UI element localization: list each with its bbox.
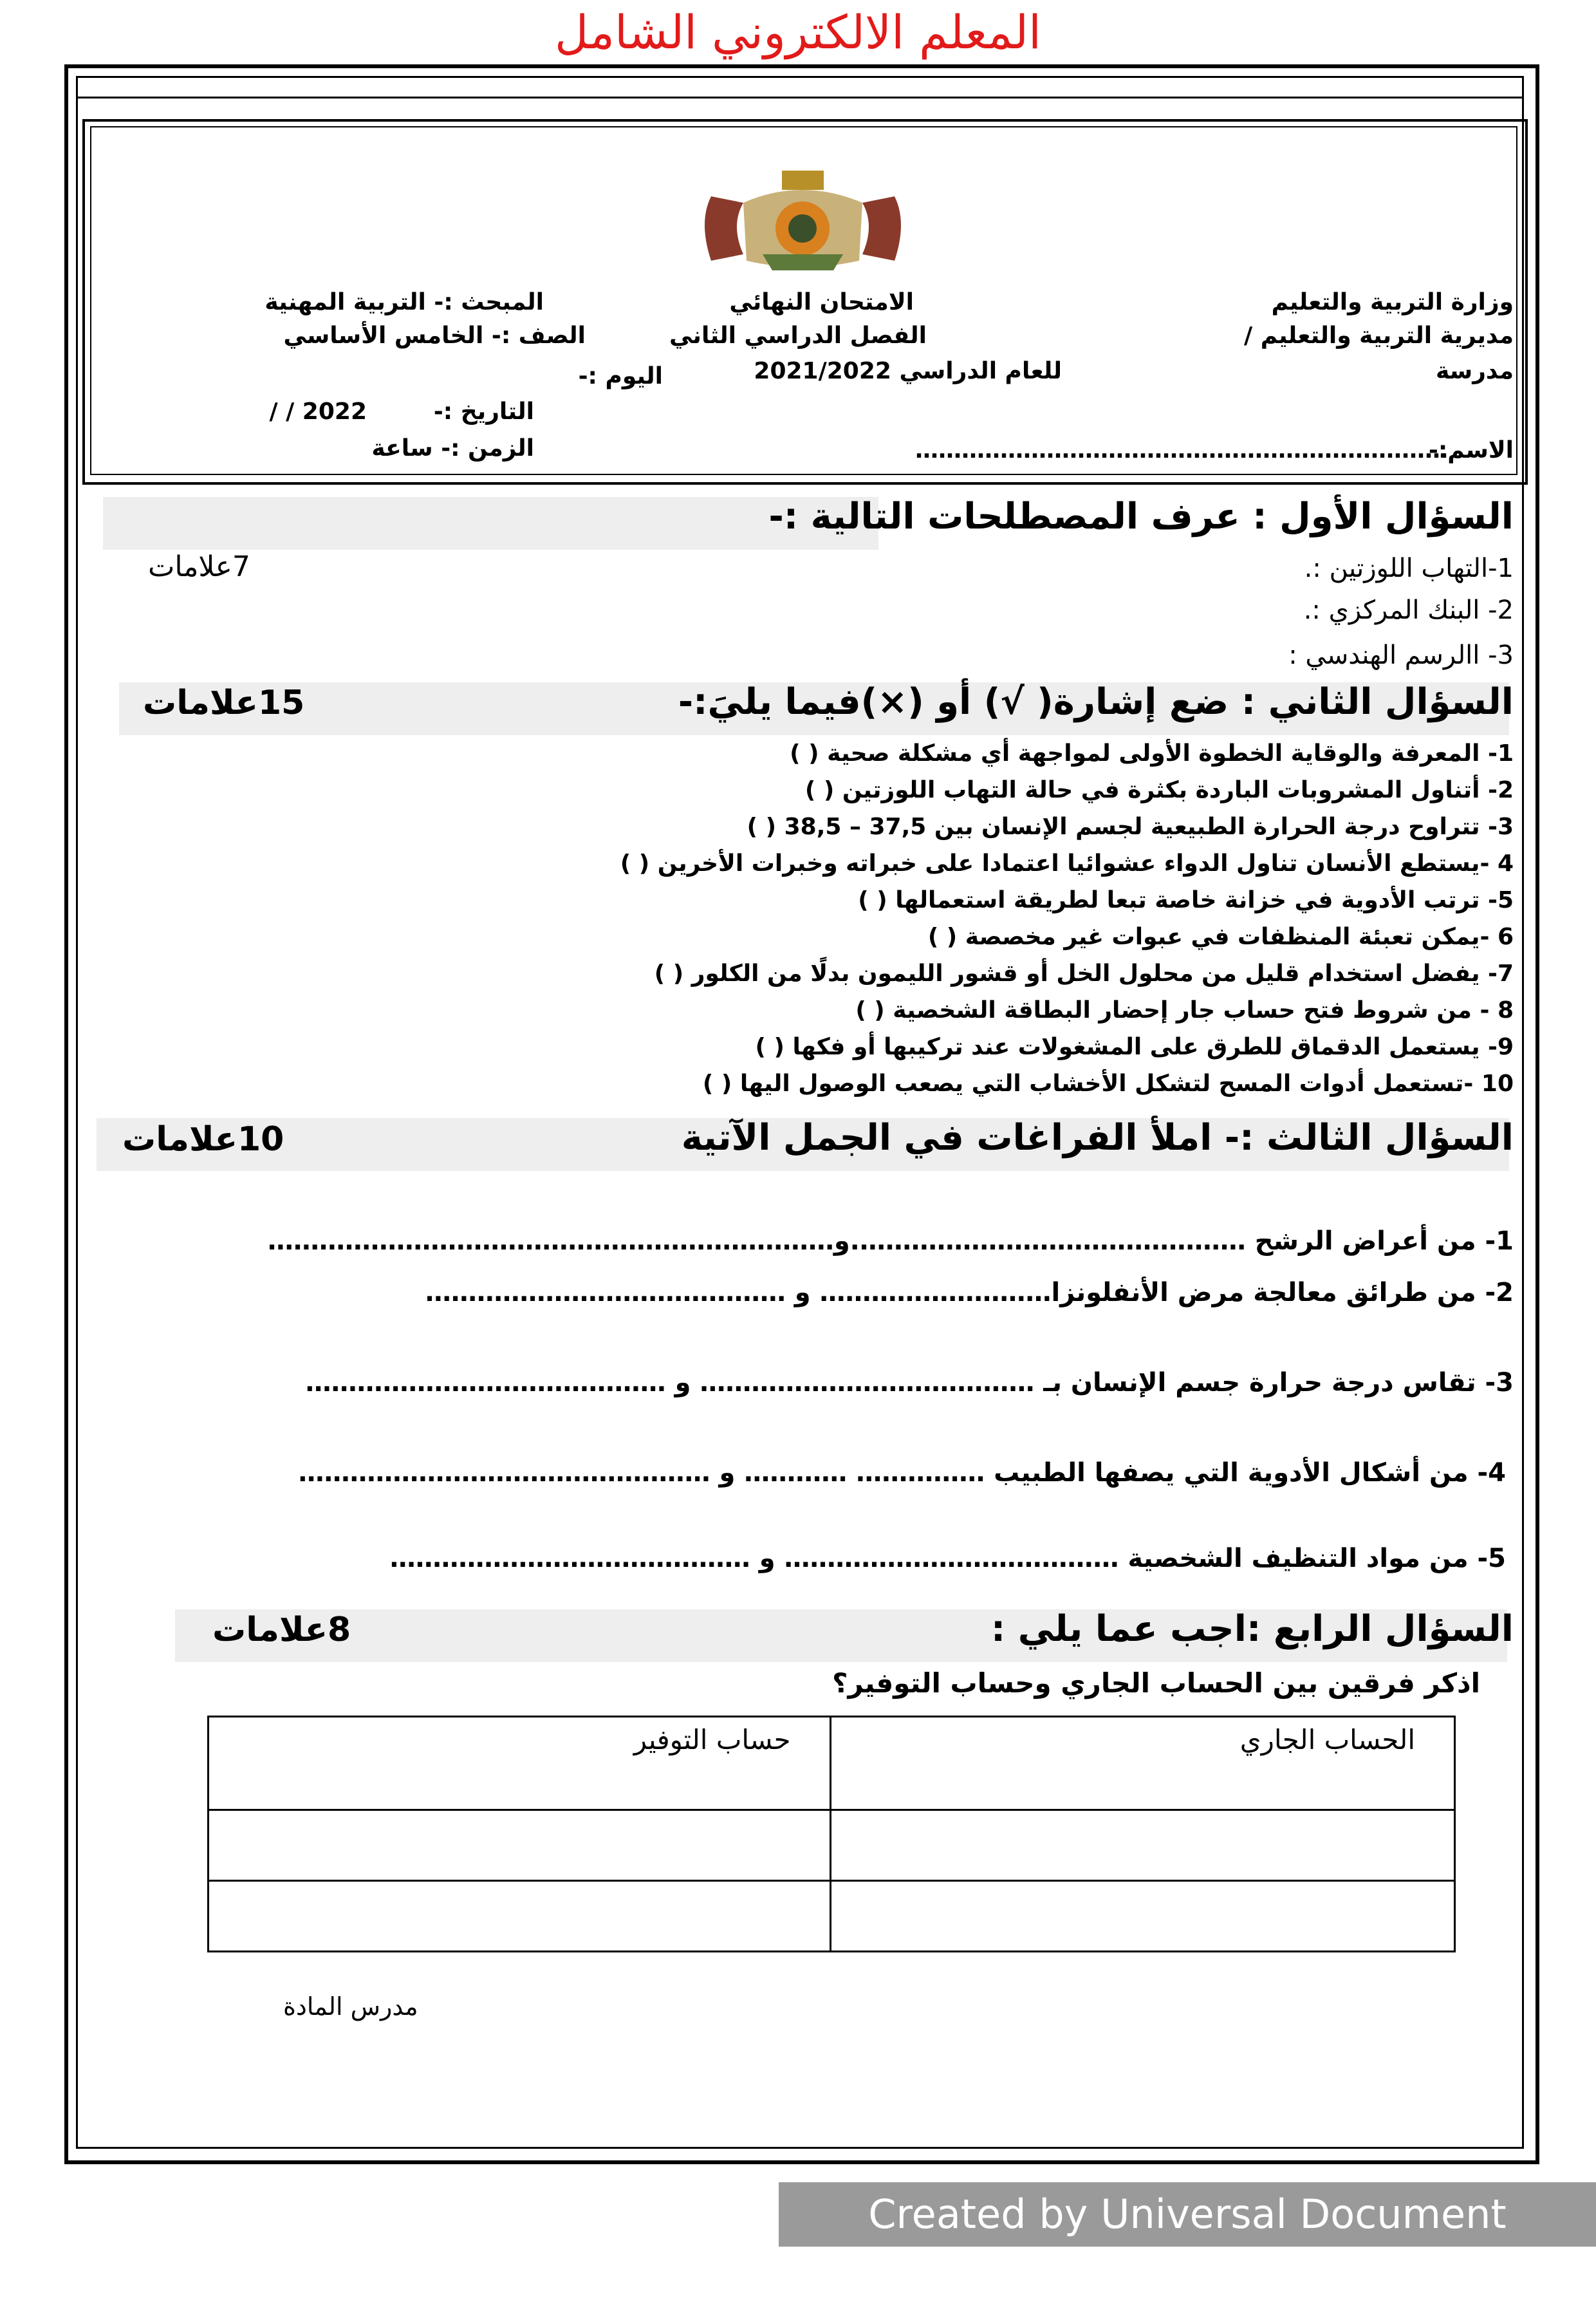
q1-marks: 7علامات xyxy=(148,550,250,583)
q3-item-4: 4- من أشكال الأدوية التي يصفها الطبيب …………… ………… و ………………………………………… xyxy=(298,1458,1506,1488)
q2-item-2: 2- أتناول المشروبات الباردة بكثرة في حالة التهاب اللوزتين ( ) xyxy=(804,777,1514,803)
jordan-emblem-icon xyxy=(673,158,933,280)
academic-year: للعام الدراسي 2021/2022 xyxy=(754,358,1062,384)
q1-item-3: 3- االرسم الهندسي : xyxy=(1288,641,1514,670)
q1-item-1: 1-التهاب اللوزتين :. xyxy=(1304,554,1514,583)
day-label: اليوم :- xyxy=(578,363,663,389)
q3-item-3: 3- تقاس درجة حرارة جسم الإنسان بـ ………………………………… و …………………………………… xyxy=(305,1368,1514,1398)
q2-item-5: 5- ترتب الأدوية في خزانة خاصة تبعا لطريقة استعمالها ( ) xyxy=(858,887,1514,913)
q2-item-6: 6 -يمكن تعبئة المنظفات في عبوات غير مخصصة ( ) xyxy=(927,924,1514,950)
q3-marks: 10علامات xyxy=(122,1120,284,1159)
q4-prompt: اذكر فرقين بين الحساب الجاري وحساب التوفير؟ xyxy=(832,1667,1480,1699)
watermark: Created by Universal Document Converter xyxy=(779,2182,1596,2247)
q2-title: السؤال الثاني : ضع إشارة( √) أو (×)فيما يليَ:- xyxy=(678,681,1514,723)
site-title: المعلم الالكتروني الشامل xyxy=(554,5,1042,59)
answer-cell[interactable] xyxy=(830,1881,1454,1952)
table-row xyxy=(209,1717,1455,1810)
q1-band xyxy=(103,497,878,550)
answer-cell[interactable] xyxy=(830,1810,1454,1881)
semester: الفصل الدراسي الثاني xyxy=(669,323,927,349)
table-row xyxy=(209,1810,1455,1881)
q2-item-1: 1- المعرفة والوقاية الخطوة الأولى لمواجهة أي مشكلة صحية ( ) xyxy=(790,740,1514,767)
q2-item-10: 10 -تستعمل أدوات المسح لتشكل الأخشاب التي يصعب الوصول اليها ( ) xyxy=(702,1071,1514,1097)
q2-item-7: 7- يفضل استخدام قليل من محلول الخل أو قشور الليمون بدلًا من الكلور ( ) xyxy=(654,960,1514,987)
q3-item-2: 2- من طرائق معالجة مرض الأنفلونزا……………………… و …………………………………… xyxy=(425,1278,1514,1307)
name-field[interactable]: …………………………………………………………… xyxy=(915,437,1448,463)
q2-item-8: 8 - من شروط فتح حساب جار إحضار البطاقة الشخصية ( ) xyxy=(855,997,1514,1024)
q2-item-4: 4 -يستطع الأنسان تناول الدواء عشوائيا اعتمادا على خبراته وخبرات الأخرين ( ) xyxy=(620,850,1514,877)
q4-table xyxy=(207,1716,1456,1952)
q3-item-5: 5- من مواد التنظيف الشخصية ………………………………… و …………………………………… xyxy=(389,1544,1506,1573)
time-label: الزمن :- ساعة xyxy=(371,435,534,462)
date-value: / / 2022 xyxy=(269,398,367,425)
q3-item-1: 1- من أعراض الرشح ……………………………………….و………………………………………………………… xyxy=(267,1226,1514,1256)
directorate-label: مديرية التربية والتعليم / xyxy=(1244,323,1514,349)
col-savings-account: حساب التوفير xyxy=(209,1717,831,1810)
answer-cell[interactable] xyxy=(209,1881,831,1952)
q1-title: السؤال الأول : عرف المصطلحات التالية :- xyxy=(768,496,1514,538)
q3-title: السؤال الثالث :- املأ الفراغات في الجمل الآتية xyxy=(681,1117,1514,1159)
teacher-label: مدرس المادة xyxy=(283,1992,418,2021)
page-border-line xyxy=(76,97,1524,98)
q4-marks: 8علامات xyxy=(212,1611,351,1649)
grade-label: الصف :- الخامس الأساسي xyxy=(283,323,586,349)
q2-item-9: 9- يستعمل الدقماق للطرق على المشغولات عند تركيبها أو فكها ( ) xyxy=(755,1034,1514,1060)
q4-title: السؤال الرابع :اجب عما يلي : xyxy=(990,1608,1514,1650)
exam-type: الامتحان النهائي xyxy=(729,289,914,315)
date-label: التاريخ :- xyxy=(433,398,534,425)
q1-item-2: 2- البنك المركزي :. xyxy=(1303,595,1514,625)
name-label: الاسم:- xyxy=(1428,437,1514,463)
school-label: مدرسة xyxy=(1435,358,1514,384)
answer-cell[interactable] xyxy=(209,1810,831,1881)
col-current-account: الحساب الجاري xyxy=(830,1717,1454,1810)
q2-item-3: 3- تتراوح درجة الحرارة الطبيعية لجسم الإنسان بين 37,5 – 38,5 ( ) xyxy=(747,814,1514,840)
table-row xyxy=(209,1881,1455,1952)
subject-label: المبحث :- التربية المهنية xyxy=(264,289,544,315)
q2-marks: 15علامات xyxy=(143,684,305,722)
ministry-label: وزارة التربية والتعليم xyxy=(1271,289,1514,315)
